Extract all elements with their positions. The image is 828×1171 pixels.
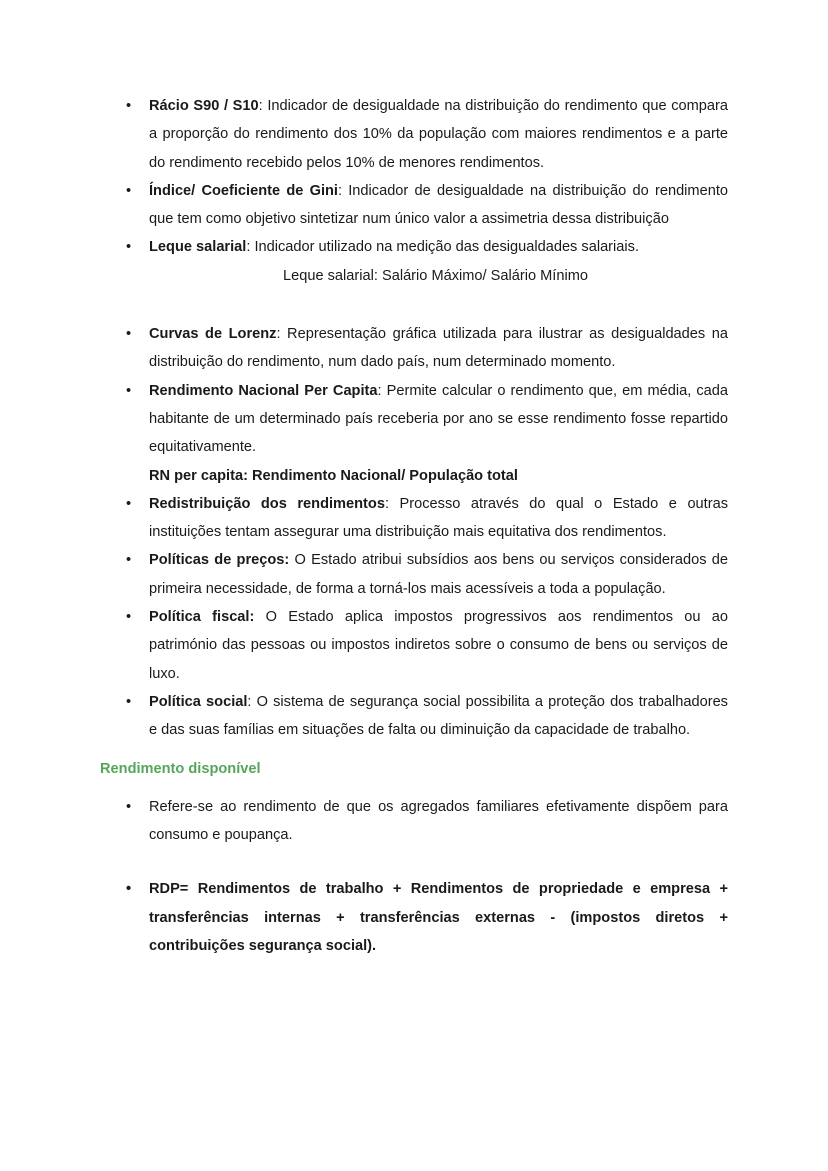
definition-list-rendimento-disponivel (100, 793, 728, 850)
spacer (100, 290, 728, 320)
definition-text: : O sistema de segurança social possibilita a proteção dos trabalhadores e das suas famílias em situações de falta ou diminuição da capacidade de trabalho. (149, 693, 728, 739)
term-label: Rendimento Nacional Per Capita (149, 382, 378, 399)
definition-list-politicas (100, 490, 728, 745)
term-label: Redistribuição dos rendimentos (149, 495, 385, 512)
formula-list-rdp (100, 875, 728, 960)
term-label: Leque salarial (149, 239, 247, 256)
definition-text: : Processo através do qual o Estado e outras instituições tentam assegurar uma distribuição mais equitativa dos rendimentos. (149, 495, 728, 541)
term-label: Rácio S90 / S10 (149, 98, 259, 114)
definition-list-lorenz (100, 320, 728, 461)
term-label: Política fiscal: (149, 609, 255, 626)
spacer (100, 745, 728, 755)
bullet-icon: • (126, 239, 132, 256)
list-item (100, 177, 728, 234)
bullet-icon: • (126, 798, 132, 815)
list-item (100, 688, 728, 745)
bullet-icon: • (126, 326, 132, 343)
list-item (100, 603, 728, 688)
list-item (100, 233, 728, 261)
list-item (100, 490, 728, 547)
section-heading-rendimento-disponivel: Rendimento disponível (100, 760, 261, 777)
definition-text: O Estado aplica impostos progressivos aos rendimentos ou ao património das pessoas ou impostos indiretos sobre o consumo de bens ou serviços de luxo. (149, 609, 728, 682)
list-item (100, 793, 728, 850)
bullet-icon: • (126, 382, 132, 399)
bullet-icon: • (126, 693, 132, 710)
definition-text: : Indicador de desigualdade na distribuição do rendimento que tem como objetivo sintetizar num único valor a assimetria dessa distribuição (149, 182, 728, 228)
list-item (100, 546, 728, 603)
term-label: Curvas de Lorenz (149, 326, 277, 343)
definition-list-indicadores (100, 92, 728, 262)
document-content (100, 92, 728, 960)
term-label: Política social (149, 693, 248, 710)
spacer (100, 849, 728, 875)
definition-text: : Indicador utilizado na medição das desigualdades salariais. (246, 239, 639, 256)
term-label: Índice/ Coeficiente de Gini (149, 182, 338, 199)
definition-text: : Representação gráfica utilizada para ilustrar as desigualdades na distribuição do rendimento, num dado país, num determinado momento. (149, 326, 728, 371)
definition-text: O Estado atribui subsídios aos bens ou serviços considerados de primeira necessidade, de forma a torná-los mais acessíveis a toda a população. (149, 552, 728, 597)
bullet-icon: • (126, 609, 132, 626)
definition-text: Refere-se ao rendimento de que os agregados familiares efetivamente dispõem para consumo e poupança. (149, 798, 728, 844)
definition-text: : Permite calcular o rendimento que, em média, cada habitante de um determinado país receberia por ano se esse rendimento fosse repartido equitativamente. (149, 382, 728, 456)
formula-rn-per-capita: RN per capita: Rendimento Nacional/ População total (149, 467, 518, 484)
formula-leque-salarial: Leque salarial: Salário Máximo/ Salário Mínimo (283, 267, 588, 284)
bullet-icon: • (126, 552, 132, 569)
spacer (100, 783, 728, 793)
list-item (100, 875, 728, 960)
definition-text: : Indicador de desigualdade na distribuição do rendimento que compara a proporção do rendimento dos 10% da população com maiores rendimentos e a parte do rendimento recebido pelos 10% de menores rendimentos. (149, 98, 728, 171)
list-item (100, 320, 728, 377)
bullet-icon: • (126, 182, 132, 199)
list-item (100, 92, 728, 177)
term-label: Políticas de preços: (149, 552, 290, 569)
bullet-icon: • (126, 98, 132, 114)
formula-rdp-text: RDP= Rendimentos de trabalho + Rendimentos de propriedade e empresa + transferências internas + transferências externas - (impostos diretos + contribuições segurança social). (149, 881, 728, 955)
bullet-icon: • (126, 881, 132, 898)
bullet-icon: • (126, 495, 132, 512)
list-item (100, 377, 728, 462)
